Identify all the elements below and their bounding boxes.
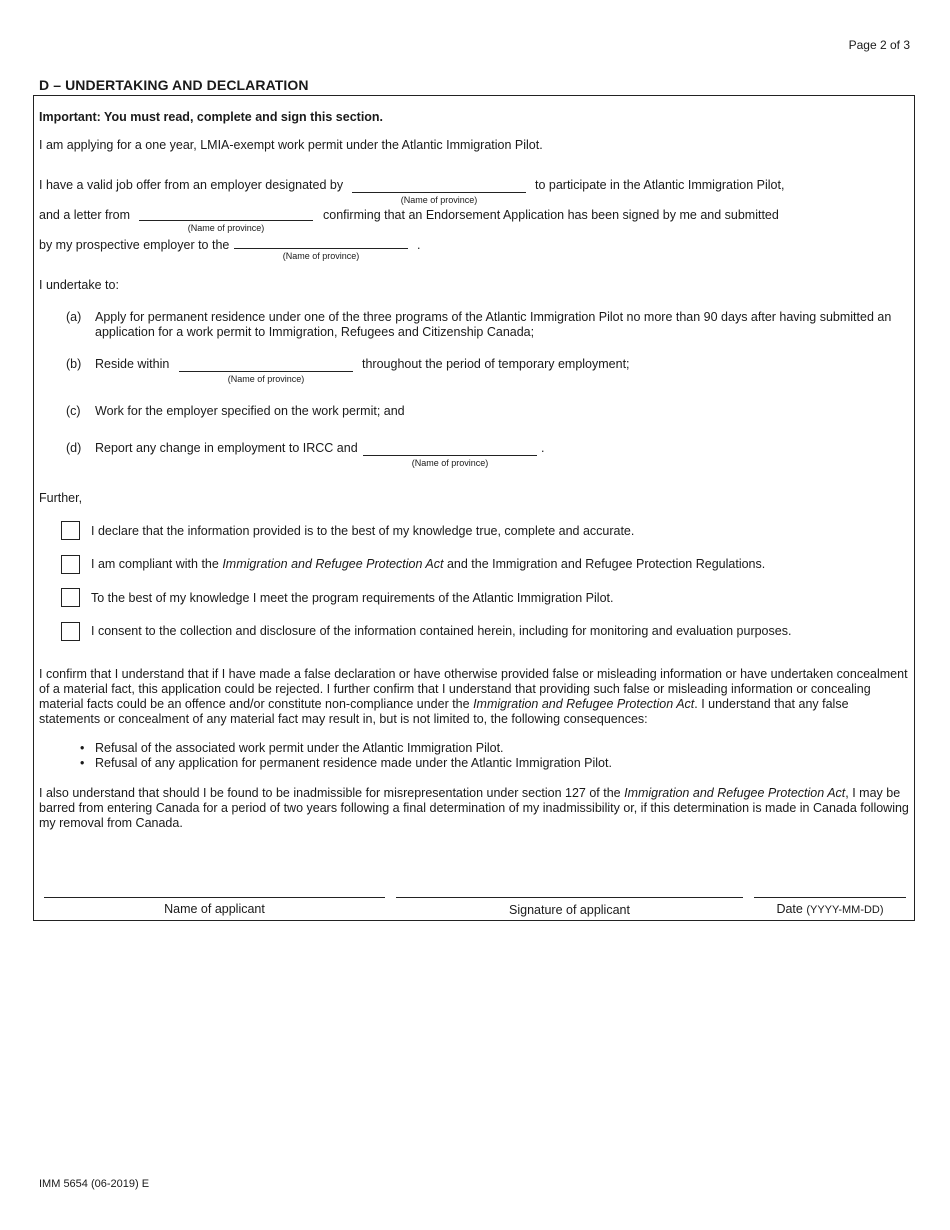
- consequence-2: Refusal of any application for permanent residence made under the Atlantic Immigration Pilot.: [95, 756, 612, 770]
- job-offer-line2-start: and a letter from: [39, 208, 131, 222]
- province-caption-5: (Name of province): [411, 458, 489, 468]
- bullet-dot-1: •: [80, 741, 85, 755]
- declaration-text-2-after: and the Immigration and Refugee Protection Regulations.: [443, 557, 766, 571]
- province-caption-4: (Name of province): [227, 374, 305, 384]
- job-offer-line1-start: I have a valid job offer from an employer designated by: [39, 178, 344, 192]
- declaration-checkbox-2[interactable]: [61, 555, 80, 574]
- province-caption-2: (Name of province): [187, 223, 265, 233]
- item-a-text: Apply for permanent residence under one of the three programs of the Atlantic Immigration Pilot no more than 90 days after having submitted an application for a work permit to Immigration, Refugees and Citizenship Canada;: [95, 310, 892, 339]
- further-heading: Further,: [39, 491, 83, 505]
- job-offer-line3-start: by my prospective employer to the: [39, 238, 230, 252]
- date-format: (YYYY-MM-DD): [806, 904, 884, 916]
- bullet-dot-2: •: [80, 756, 85, 770]
- inadmissible-act: Immigration and Refugee Protection Act: [624, 786, 846, 800]
- province-field-5[interactable]: [363, 455, 537, 456]
- province-field-2[interactable]: [139, 220, 313, 221]
- province-field-3[interactable]: [234, 248, 408, 249]
- confirmation-paragraph: [39, 667, 911, 727]
- declaration-checkbox-1[interactable]: [61, 521, 80, 540]
- inadmissible-paragraph: [39, 786, 911, 831]
- date-label: Date: [776, 902, 803, 916]
- item-d-label: (d): [66, 441, 82, 455]
- item-b-text-start: Reside within: [95, 357, 170, 371]
- province-field-4[interactable]: [179, 371, 353, 372]
- declaration-text-4: I consent to the collection and disclosure of the information contained herein, including for monitoring and evaluation purposes.: [91, 624, 792, 638]
- province-caption-1: (Name of province): [400, 195, 478, 205]
- item-d-text-start: Report any change in employment to IRCC and: [95, 441, 358, 455]
- job-offer-line1-end: to participate in the Atlantic Immigration Pilot,: [535, 178, 785, 192]
- job-offer-line2-end: confirming that an Endorsement Application has been signed by me and submitted: [323, 208, 779, 222]
- province-caption-3: (Name of province): [282, 251, 360, 261]
- declaration-checkbox-4[interactable]: [61, 622, 80, 641]
- signature-label: Signature of applicant: [509, 903, 630, 917]
- consequence-1: Refusal of the associated work permit under the Atlantic Immigration Pilot.: [95, 741, 504, 755]
- province-field-1[interactable]: [352, 192, 526, 193]
- undertake-heading: I undertake to:: [39, 278, 119, 292]
- item-d-text-end: .: [541, 441, 545, 455]
- page-number: Page 2 of 3: [848, 38, 910, 52]
- item-c-text: Work for the employer specified on the work permit; and: [95, 404, 405, 418]
- item-b-label: (b): [66, 357, 82, 371]
- name-label: Name of applicant: [164, 902, 265, 916]
- confirmation-part2: . I understand that any false statements or concealment of any material fact may result in, but is not limited to, the following consequences:: [39, 697, 849, 726]
- applying-statement: I am applying for a one year, LMIA-exempt work permit under the Atlantic Immigration Pilot.: [39, 138, 543, 152]
- date-label-group: [754, 902, 906, 916]
- section-title: D – UNDERTAKING AND DECLARATION: [39, 77, 309, 93]
- declaration-text-2-before: I am compliant with the: [91, 557, 223, 571]
- declaration-text-1: I declare that the information provided is to the best of my knowledge true, complete and accurate.: [91, 524, 635, 538]
- signature-field[interactable]: [396, 897, 743, 898]
- form-id: IMM 5654 (06-2019) E: [39, 1178, 150, 1190]
- declaration-text-2: [91, 557, 765, 571]
- declaration-text-3: To the best of my knowledge I meet the program requirements of the Atlantic Immigration Pilot.: [91, 591, 614, 605]
- confirmation-part1: I confirm that I understand that if I have made a false declaration or have otherwise provided false or misleading information or have undertaken concealment of a material fact, this application could be rejected. I further confirm that I understand that providing such false or misleading information or concealing material facts could be an offence and/or constitute non-compliance under the: [39, 667, 908, 711]
- item-b-text-end: throughout the period of temporary employment;: [362, 357, 630, 371]
- declaration-text-2-act: Immigration and Refugee Protection Act: [222, 557, 444, 571]
- declaration-checkbox-3[interactable]: [61, 588, 80, 607]
- inadmissible-part1: I also understand that should I be found to be inadmissible for misrepresentation under section 127 of the: [39, 786, 625, 800]
- name-field[interactable]: [44, 897, 385, 898]
- job-offer-line3-end: .: [417, 238, 421, 252]
- important-notice: Important: You must read, complete and sign this section.: [39, 110, 384, 124]
- confirmation-act: Immigration and Refugee Protection Act: [473, 697, 695, 711]
- item-c-label: (c): [66, 404, 81, 418]
- date-field[interactable]: [754, 897, 906, 898]
- item-a-label: (a): [66, 310, 82, 324]
- inadmissible-part2: , I may be barred from entering Canada for a period of two years following a final determination of my inadmissibility or, if this determination is made in Canada following my removal from Canada.: [39, 786, 909, 830]
